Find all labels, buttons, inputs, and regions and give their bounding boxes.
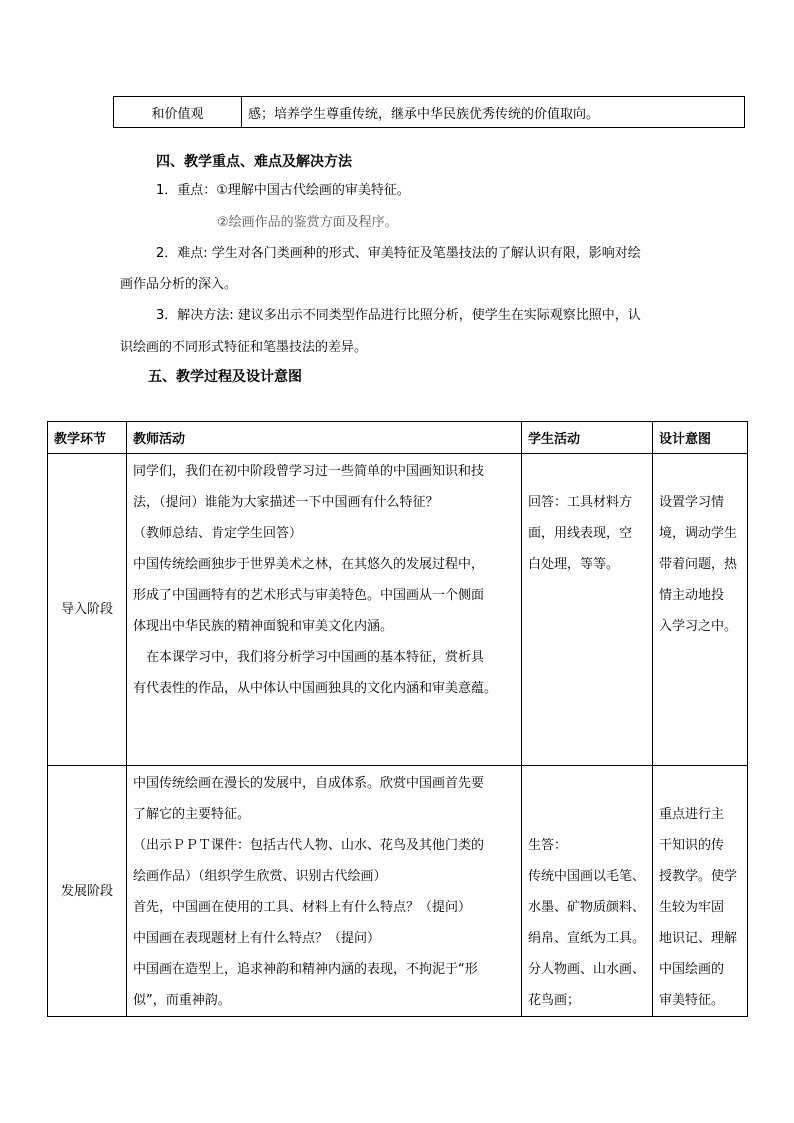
table-row (48, 454, 748, 766)
stage-cell: 导入阶段 (48, 454, 127, 766)
key-point-2: ②绘画作品的鉴赏方面及程序。 (217, 215, 398, 230)
text-line: 情主动地投 (659, 588, 725, 603)
stage-cell: 发展阶段 (48, 766, 127, 1017)
text-line: 分人物画、山水画、 (528, 962, 646, 977)
text-line: 设置学习情 (659, 495, 725, 510)
text-line: 绢帛、宣纸为工具。 (528, 931, 646, 946)
text-line: 在本课学习中，我们将分析学习中国画的基本特征，赏析具 (146, 650, 485, 665)
text-line: 干知识的传 (659, 838, 725, 853)
header-teacher-activity: 教师活动 (127, 422, 522, 454)
text-line: 中国绘画的 (659, 962, 725, 977)
text-line: 中国画在表现题材上有什么特点？（提问） (133, 931, 381, 946)
section-heading-key-points: 四、教学重点、难点及解决方法 (156, 154, 352, 170)
header-student-activity: 学生活动 (522, 422, 653, 454)
text-line: 体现出中华民族的精神面貌和审美文化内涵。 (133, 619, 394, 634)
design-intent-cell (653, 454, 748, 766)
student-activity-cell (522, 454, 653, 766)
table-row (48, 766, 748, 1017)
table-row (114, 97, 745, 128)
text-line: 有代表性的作品，从中体认中国画独具的文化内涵和审美意蕴。 (133, 681, 498, 696)
text-line: 水墨、矿物质颜料、 (528, 900, 646, 915)
text-line: 中国传统绘画在漫长的发展中，自成体系。欣赏中国画首先要 (133, 776, 485, 791)
teaching-process-table (47, 421, 748, 1017)
table-header-row (48, 422, 748, 454)
teacher-activity-cell (127, 454, 522, 766)
text-line: 带着问题，热 (659, 557, 738, 572)
text-line: 授教学。使学 (659, 869, 738, 884)
text-line: （教师总结、肯定学生回答） (133, 526, 303, 541)
section-heading-process: 五、教学过程及设计意图 (148, 369, 302, 385)
objectives-table-continuation (113, 96, 745, 128)
text-line (659, 768, 742, 799)
text-line: 面，用线表现，空 (528, 526, 633, 541)
text-line: 了解它的主要特征。 (133, 807, 251, 822)
text-line: 回答：工具材料方 (528, 495, 633, 510)
text-line: 中国画在造型上，追求神韵和精神内涵的表现，不拘泥于“形 (133, 962, 478, 977)
text-line (528, 456, 647, 487)
student-activity-cell (522, 766, 653, 1017)
text-line (528, 768, 647, 799)
objective-label-cell: 和价值观 (114, 97, 242, 128)
header-design-intent: 设计意图 (653, 422, 748, 454)
text-line (528, 799, 647, 830)
text-line: 白处理，等等。 (528, 557, 620, 572)
text-line: 生较为牢固 (659, 900, 725, 915)
text-line: 法，（提问）谁能为大家描述一下中国画有什么特征？ (133, 495, 439, 510)
difficulty-line-2: 画作品分析的深入。 (120, 277, 238, 292)
header-stage: 教学环节 (48, 422, 127, 454)
text-line: 境，调动学生 (659, 526, 738, 541)
objective-content-cell: 感；培养学生尊重传统，继承中华民族优秀传统的价值取向。 (242, 97, 745, 128)
difficulty-line-1: 2．难点: 学生对各门类画种的形式、审美特征及笔墨技法的了解认识有限，影响对绘 (156, 246, 641, 261)
text-line: 地识记、理解 (659, 931, 738, 946)
design-intent-cell (653, 766, 748, 1017)
text-line: 传统中国画以毛笔、 (528, 869, 646, 884)
key-point-line (156, 179, 410, 198)
text-line: 审美特征。 (659, 993, 725, 1008)
text-line (659, 456, 742, 487)
key-point-1: ①理解中国古代绘画的审美特征。 (216, 183, 410, 198)
text-line: 绘画作品）（组织学生欣赏、识别古代绘画） (133, 869, 387, 884)
text-line: 似”，而重神韵。 (133, 993, 231, 1008)
text-line: 重点进行主 (659, 807, 725, 822)
method-line-1: 3．解决方法: 建议多出示不同类型作品进行比照分析，使学生在实际观察比照中，认 (156, 308, 641, 323)
text-line: 生答： (528, 838, 568, 853)
text-line: 形成了中国画特有的艺术形式与审美特色。中国画从一个侧面 (133, 588, 485, 603)
text-line: （出示ＰＰＴ课件：包括古代人物、山水、花鸟及其他门类的 (133, 838, 485, 853)
text-line: 同学们，我们在初中阶段曾学习过一些简单的中国画知识和技 (133, 464, 485, 479)
text-line: 花鸟画； (528, 993, 581, 1008)
method-line-2: 识绘画的不同形式特征和笔墨技法的差异。 (120, 340, 368, 355)
text-line: 中国传统绘画独步于世界美术之林，在其悠久的发展过程中， (133, 557, 485, 572)
key-point-label: 1．重点： (156, 183, 217, 198)
teacher-activity-cell (127, 766, 522, 1017)
text-line: 首先，中国画在使用的工具、材料上有什么特点？（提问） (133, 900, 472, 915)
text-line: 入学习之中。 (659, 619, 738, 634)
